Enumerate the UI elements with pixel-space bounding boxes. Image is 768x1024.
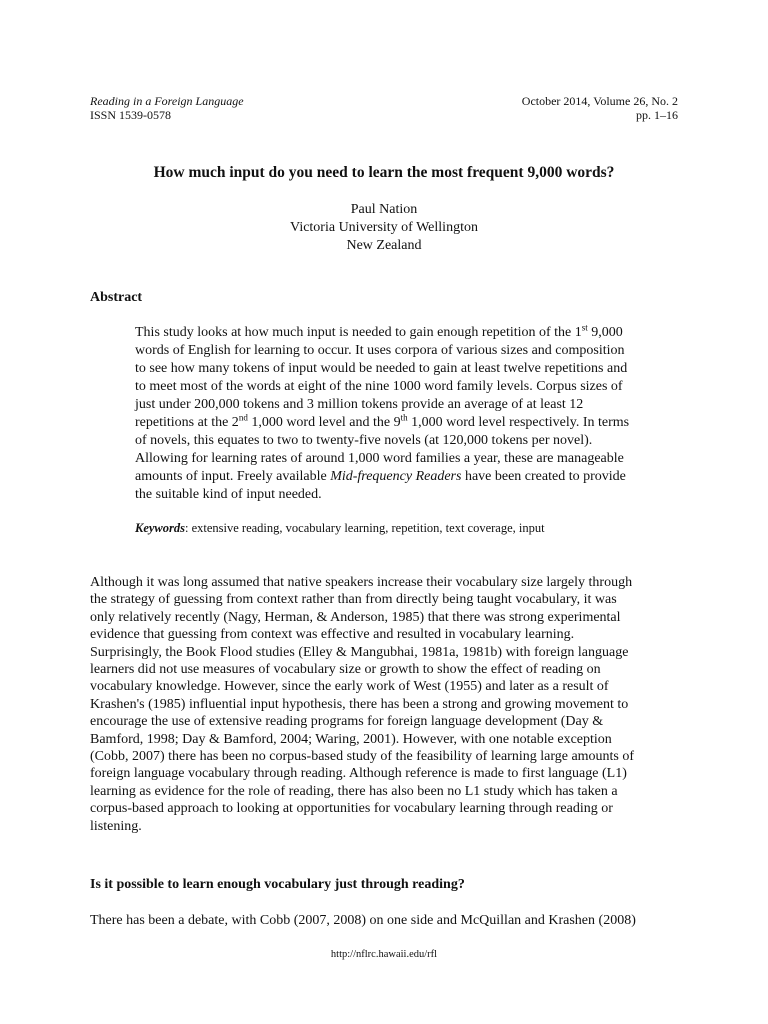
superscript: nd xyxy=(238,412,248,423)
abstract-text: 9,000 xyxy=(587,325,623,340)
page-range: pp. 1–16 xyxy=(636,108,678,122)
abstract-line xyxy=(135,414,675,432)
body-line: listening. xyxy=(90,818,142,834)
intro-paragraph xyxy=(90,574,680,835)
header-left xyxy=(90,94,244,122)
body-line: vocabulary knowledge. However, since the early work of West (1955) and later as a result of xyxy=(90,679,609,695)
keywords xyxy=(135,521,545,536)
abstract-text: repetitions at the 2 xyxy=(135,415,239,430)
section-paragraph xyxy=(90,912,690,929)
body-line: Krashen's (1985) influential input hypothesis, there has been a strong and growing movement to xyxy=(90,696,629,712)
author-affiliation: Victoria University of Wellington xyxy=(290,220,478,235)
abstract-text: amounts of input. Freely available xyxy=(135,469,331,484)
abstract-text: 1,000 word level respectively. In terms xyxy=(407,415,630,430)
body-line: encourage the use of extensive reading programs for foreign language development (Day & xyxy=(90,714,604,730)
header-right xyxy=(522,94,678,122)
author-name: Paul Nation xyxy=(350,202,418,217)
italic-title: Mid-frequency Readers xyxy=(330,469,462,484)
keywords-label: Keywords xyxy=(135,521,185,535)
abstract-line: just under 200,000 tokens and 3 million tokens provide an average of at least 12 xyxy=(135,397,584,412)
abstract-line: to see how many tokens of input would be needed to gain at least twelve repetitions and xyxy=(135,361,628,376)
abstract-text: 1,000 word level and the 9 xyxy=(247,415,401,430)
body-line: learners did not use measures of vocabulary size or growth to show the effect of reading on xyxy=(90,662,601,678)
abstract-text: This study looks at how much input is needed to gain enough repetition of the 1 xyxy=(135,325,582,340)
abstract-line xyxy=(135,324,675,342)
keywords-text: : extensive reading, vocabulary learning, repetition, text coverage, input xyxy=(185,521,545,535)
abstract-line: words of English for learning to occur. It uses corpora of various sizes and composition xyxy=(135,343,625,358)
body-line: evidence that guessing from context was effective and resulted in vocabulary learning. xyxy=(90,627,575,643)
abstract-line: to meet most of the words at eight of the nine 1000 word family levels. Corpus sizes of xyxy=(135,379,623,394)
author-country: New Zealand xyxy=(346,238,422,253)
section-heading: Is it possible to learn enough vocabulary just through reading? xyxy=(90,877,465,892)
body-line: foreign language vocabulary through reading. Although reference is made to first language (L1) xyxy=(90,766,627,782)
abstract-body xyxy=(135,324,675,504)
superscript: st xyxy=(581,322,588,333)
body-line: only relatively recently (Nagy, Herman, & Anderson, 1985) that there was strong experimental xyxy=(90,609,621,625)
paper-title: How much input do you need to learn the most frequent 9,000 words? xyxy=(153,164,615,181)
body-line: learning as evidence for the role of reading, there has also been no L1 study which has taken a xyxy=(90,783,618,799)
body-line: the strategy of guessing from context rather than from directly being taught vocabulary, it was xyxy=(90,592,617,608)
abstract-line: of novels, this equates to two to twenty-five novels (at 120,000 tokens per novel). xyxy=(135,433,593,448)
abstract-heading: Abstract xyxy=(90,290,143,305)
body-line: (Cobb, 2007) there has been no corpus-based study of the feasibility of learning large amounts of xyxy=(90,749,635,765)
footer-url[interactable]: http://nflrc.hawaii.edu/rfl xyxy=(330,949,438,960)
body-line: corpus-based approach to looking at opportunities for vocabulary learning through reading or xyxy=(90,801,613,817)
journal-name: Reading in a Foreign Language xyxy=(90,94,244,108)
body-line: Bamford, 1998; Day & Bamford, 2004; Waring, 2001). However, with one notable exception xyxy=(90,731,612,747)
issn: ISSN 1539-0578 xyxy=(90,108,172,122)
body-line: Surprisingly, the Book Flood studies (Elley & Mangubhai, 1981a, 1981b) with foreign language xyxy=(90,644,629,660)
author-block xyxy=(0,201,768,255)
abstract-line: the suitable kind of input needed. xyxy=(135,487,322,502)
body-line: Although it was long assumed that native speakers increase their vocabulary size largely through xyxy=(90,575,633,590)
superscript: th xyxy=(400,412,408,423)
abstract-text: have been created to provide xyxy=(461,469,626,484)
issue-info: October 2014, Volume 26, No. 2 xyxy=(521,94,678,108)
body-line: There has been a debate, with Cobb (2007, 2008) on one side and McQuillan and Krashen (2008) xyxy=(90,913,636,928)
abstract-line: Allowing for learning rates of around 1,000 word families a year, these are manageable xyxy=(135,451,624,466)
abstract-line xyxy=(135,468,675,486)
